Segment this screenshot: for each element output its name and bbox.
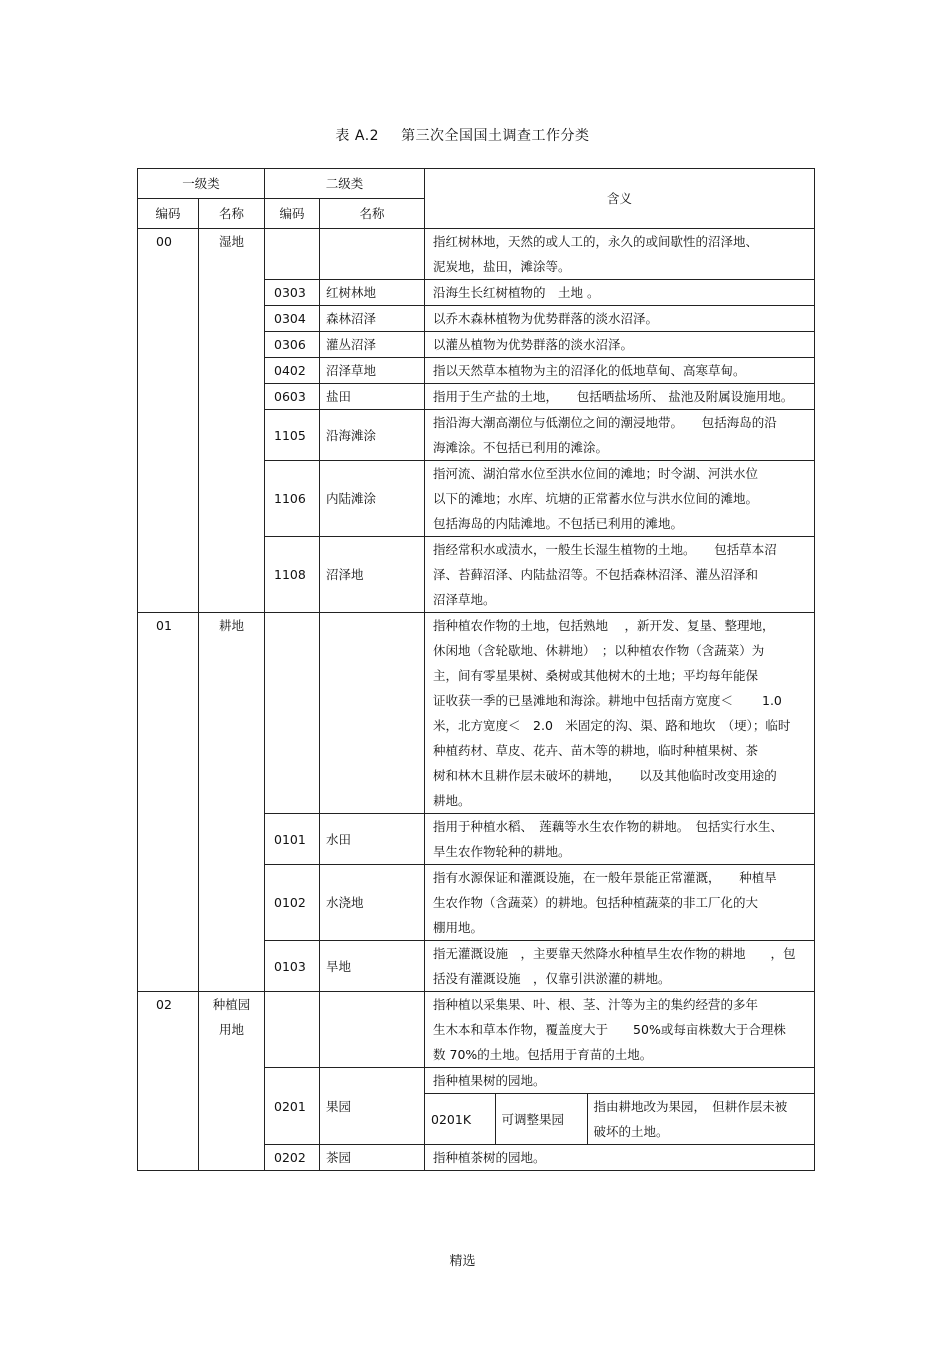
level2-name: 旱地 — [320, 941, 425, 992]
text-line: 括没有灌溉设施 ，仅靠引洪淤灌的耕地。 — [433, 971, 671, 986]
text-line: 树和林木且耕作层未破坏的耕地， 以及其他临时改变用途的 — [433, 768, 777, 783]
text-line: 湿地 — [219, 234, 245, 249]
header-level1-code: 编码 — [138, 199, 199, 229]
level2-name-empty — [320, 992, 425, 1068]
text-line: 泽、苔藓沼泽、内陆盐沼等。不包括森林沼泽、灌丛沼泽和 — [433, 567, 759, 582]
level2-code: 0303 — [265, 280, 320, 306]
level2-name: 水浇地 — [320, 865, 425, 941]
level1-code: 01 — [138, 613, 199, 992]
level2-name: 沼泽草地 — [320, 358, 425, 384]
level2-description — [425, 941, 815, 992]
level1-name — [199, 992, 265, 1171]
level2-code-empty — [265, 613, 320, 814]
level2-name: 茶园 — [320, 1145, 425, 1171]
text-line: 以灌丛植物为优势群落的淡水沼泽。 — [433, 337, 634, 352]
nested-sub-row — [425, 1094, 814, 1145]
level2-code: 0202 — [265, 1145, 320, 1171]
text-line: 以下的滩地；水库、坑塘的正常蓄水位与洪水位间的滩地。 — [433, 491, 759, 506]
text-line: 以乔木森林植物为优势群落的淡水沼泽。 — [433, 311, 659, 326]
level2-description — [425, 358, 815, 384]
level2-name: 水田 — [320, 814, 425, 865]
level2-code: 1108 — [265, 537, 320, 613]
text-line: 棚用地。 — [433, 920, 484, 935]
level2-code: 0103 — [265, 941, 320, 992]
text-line: 旱生农作物轮种的耕地。 — [433, 844, 571, 859]
level2-name: 内陆滩涂 — [320, 461, 425, 537]
header-level2: 二级类 — [265, 169, 425, 199]
text-line: 证收获一季的已垦滩地和海涂。耕地中包括南方宽度＜ 1.0 — [433, 693, 782, 708]
text-line: 指红树林地，天然的或人工的，永久的或间歇性的沼泽地、 — [433, 234, 759, 249]
table-title-text: 第三次全国国土调查工作分类 — [401, 128, 590, 144]
level1-code: 02 — [138, 992, 199, 1171]
nested-top-row — [425, 1068, 814, 1094]
table-title — [0, 125, 925, 145]
text-line: 生木本和草本作物，覆盖度大于 50%或每亩株数大于合理株 — [433, 1022, 786, 1037]
text-line: 耕地。 — [433, 793, 471, 808]
level2-description — [425, 1145, 815, 1171]
text-line: 指用于生产盐的土地， 包括晒盐场所、 盐池及附属设施用地。 — [433, 389, 794, 404]
text-line: 海滩涂。不包括已利用的滩涂。 — [433, 440, 609, 455]
level2-name-empty — [320, 613, 425, 814]
text-line: 指种植茶树的园地。 — [433, 1150, 546, 1165]
text-line: 用地 — [219, 1022, 245, 1037]
header-meaning: 含义 — [425, 169, 815, 229]
level1-code: 00 — [138, 229, 199, 613]
text-line: 指有水源保证和灌溉设施，在一般年景能正常灌溉， 种植旱 — [433, 870, 777, 885]
level2-name: 果园 — [320, 1068, 425, 1145]
header-level2-code: 编码 — [265, 199, 320, 229]
header-level2-name: 名称 — [320, 199, 425, 229]
text-line: 种植药材、草皮、花卉、苗木等的耕地，临时种植果树、茶 — [433, 743, 759, 758]
text-line: 指沿海大潮高潮位与低潮位之间的潮浸地带。 包括海岛的沿 — [433, 415, 777, 430]
text-line: 米，北方宽度＜ 2.0 米固定的沟、渠、路和地坎 （埂）；临时 — [433, 718, 791, 733]
level3-code: 0201K — [431, 1111, 472, 1127]
text-line: 泥炭地，盐田，滩涂等。 — [433, 259, 571, 274]
level2-name: 森林沼泽 — [320, 306, 425, 332]
text-line: 指种植以采集果、叶、根、茎、汁等为主的集约经营的多年 — [433, 997, 759, 1012]
level3-name: 可调整果园 — [495, 1094, 587, 1145]
level2-code: 1106 — [265, 461, 320, 537]
text-line: 沼泽草地。 — [433, 592, 496, 607]
level2-code: 0101 — [265, 814, 320, 865]
level2-code-empty — [265, 992, 320, 1068]
level2-description — [425, 865, 815, 941]
text-line: 休闲地（含轮歇地、休耕地） ；以种植农作物（含蔬菜）为 — [433, 643, 765, 658]
text-line: 指用于种植水稻、 莲藕等水生农作物的耕地。 包括实行水生、 — [433, 819, 784, 834]
text-line: 数 70%的土地。包括用于育苗的土地。 — [433, 1047, 653, 1062]
section-row — [138, 992, 815, 1068]
level1-name — [199, 229, 265, 613]
level2-description — [425, 306, 815, 332]
level2-description-text — [425, 1068, 814, 1094]
level2-description — [425, 814, 815, 865]
text-line: 指经常积水或渍水，一般生长湿生植物的土地。 包括草本沼 — [433, 542, 777, 557]
level2-name: 盐田 — [320, 384, 425, 410]
text-line: 指无灌溉设施 ，主要靠天然降水种植旱生农作物的耕地 ，包 — [433, 946, 796, 961]
level2-description — [425, 1068, 815, 1145]
level2-description — [425, 461, 815, 537]
level2-description — [425, 384, 815, 410]
text-line: 包括海岛的内陆滩地。不包括已利用的滩地。 — [433, 516, 684, 531]
page-footer: 精选 — [449, 1254, 476, 1269]
header-level1-name: 名称 — [199, 199, 265, 229]
level2-code: 0306 — [265, 332, 320, 358]
level2-name: 沿海滩涂 — [320, 410, 425, 461]
table-number: 表 A.2 — [335, 128, 380, 144]
level1-description — [425, 992, 815, 1068]
section-row — [138, 613, 815, 814]
level2-code: 0102 — [265, 865, 320, 941]
text-line: 指河流、湖泊常水位至洪水位间的滩地；时令湖、河洪水位 — [433, 466, 759, 481]
level1-description — [425, 229, 815, 280]
header-row — [138, 169, 815, 199]
section-row — [138, 229, 815, 280]
text-line: 耕地 — [219, 618, 245, 633]
level2-code: 0304 — [265, 306, 320, 332]
level2-name: 灌丛沼泽 — [320, 332, 425, 358]
level2-name: 红树林地 — [320, 280, 425, 306]
text-line: 种植园 — [212, 997, 251, 1012]
text-line: 主，间有零星果树、桑树或其他树木的土地；平均每年能保 — [433, 668, 759, 683]
text-line: 指以天然草本植物为主的沼泽化的低地草甸、高寒草甸。 — [433, 363, 746, 378]
level2-code-empty — [265, 229, 320, 280]
level2-code: 0402 — [265, 358, 320, 384]
text-line: 指种植果树的园地。 — [433, 1073, 546, 1088]
nested-table — [425, 1068, 814, 1144]
level2-code: 0201 — [265, 1068, 320, 1145]
level2-name: 沼泽地 — [320, 537, 425, 613]
level2-code: 0603 — [265, 384, 320, 410]
classification-table — [137, 168, 815, 1171]
text-line: 沿海生长红树植物的 土地 。 — [433, 285, 600, 300]
text-line: 指由耕地改为果园， 但耕作层未被 — [593, 1099, 788, 1114]
level2-description — [425, 280, 815, 306]
table-body — [138, 169, 815, 1171]
level2-description — [425, 537, 815, 613]
level1-description — [425, 613, 815, 814]
level2-description — [425, 332, 815, 358]
text-line: 破坏的土地。 — [593, 1124, 669, 1139]
level2-description — [425, 410, 815, 461]
header-level1: 一级类 — [138, 169, 265, 199]
text-line: 生农作物（含蔬菜）的耕地。包括种植蔬菜的非工厂化的大 — [433, 895, 759, 910]
level1-name — [199, 613, 265, 992]
level3-description — [587, 1094, 814, 1145]
level2-code: 1105 — [265, 410, 320, 461]
text-line: 指种植农作物的土地，包括熟地 ，新开发、复垦、整理地， — [433, 618, 775, 633]
level2-name-empty — [320, 229, 425, 280]
